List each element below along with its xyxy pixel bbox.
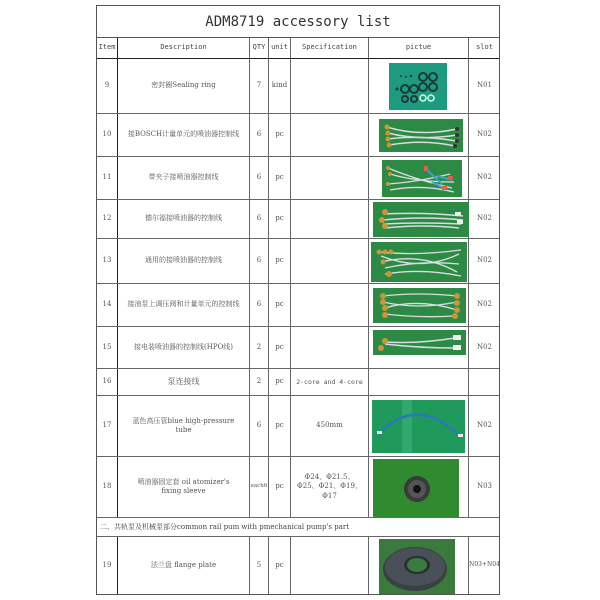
item-unit: pc [269,457,291,517]
item-slot: N02 [476,130,493,139]
item-picture-cell [369,537,469,594]
header-item: Item [97,38,118,58]
pump-valve-cables-photo [373,288,466,323]
control-cables-photo [379,119,463,152]
header-unit: unit [269,38,291,58]
item-slot: N01 [476,81,493,90]
item-description: 接电装喷油器的控制线(HPO线) [118,327,250,368]
table-row [97,537,499,594]
delphi-cables-photo [373,202,469,237]
item-slot: N03 [476,482,493,491]
item-qty: 2 [250,327,269,368]
table-row [97,239,499,284]
universal-cables-photo [371,242,467,282]
item-unit: kind [269,59,291,113]
item-slot: N02 [476,342,493,351]
fixing-sleeve-photo [373,459,459,517]
item-description: 带夹子接喷油器控制线 [118,157,250,199]
table-row [97,457,499,518]
item-slot: N02 [476,421,493,430]
flange-plate-photo [379,539,455,594]
item-qty: each6 [250,457,269,517]
table-row [97,369,499,396]
table-row [97,200,499,239]
item-description: 接BOSCH计量单元的喷油器控制线 [118,114,250,156]
item-picture-cell [369,327,469,368]
accessory-table [96,5,500,595]
table-title: ADM8719 accessory list [97,6,499,38]
item-unit: pc [269,284,291,326]
item-qty: 5 [250,537,269,594]
item-specification [291,537,369,594]
item-unit: pc [269,157,291,199]
item-picture-cell [369,284,469,326]
item-specification [291,200,369,238]
item-qty: 7 [250,59,269,113]
table-row [97,157,499,200]
item-unit: pc [269,200,291,238]
item-picture-cell [369,457,469,517]
item-qty: 6 [250,239,269,283]
item-unit: pc [269,369,291,395]
item-unit: pc [269,239,291,283]
item-number: 13 [97,239,118,283]
denso-cables-photo [373,330,466,355]
item-number: 19 [97,537,118,594]
item-qty: 6 [250,396,269,456]
header-description: Description [118,38,250,58]
item-description: 喷油器固定套 oil atomizer's fixing sleeve [118,457,250,517]
item-unit: pc [269,396,291,456]
item-description: 蓝色高压管blue high-pressure tube [118,396,250,456]
header-qty: QTY [250,38,269,58]
table-row [97,59,499,114]
item-number: 15 [97,327,118,368]
item-slot: N02 [476,300,493,309]
item-number: 10 [97,114,118,156]
item-qty: 2 [250,369,269,395]
header-specification: Specification [291,38,369,58]
item-slot: N03+N04 [469,561,500,569]
item-picture-cell [369,157,469,199]
item-picture-cell [369,369,469,395]
table-row [97,114,499,157]
item-slot [469,369,500,395]
item-specification [291,157,369,199]
item-unit: pc [269,537,291,594]
item-specification: Φ24、Φ21.5、Φ25、Φ21、Φ19、Φ17 [291,457,369,517]
item-qty: 6 [250,200,269,238]
item-qty: 6 [250,114,269,156]
item-number: 9 [97,59,118,113]
header-slot: slot [476,43,493,52]
item-specification [291,114,369,156]
item-number: 16 [97,369,118,395]
clip-cables-photo [382,160,462,197]
sealing-rings-photo [389,63,447,110]
item-specification [291,284,369,326]
item-qty: 6 [250,284,269,326]
header-picture: pictue [369,38,469,58]
section-heading: 二、共轨泵及机械泵部分common rail pum with pmechanical pump's part [97,518,499,537]
item-unit: pc [269,327,291,368]
item-specification [291,239,369,283]
item-description: 泵连接线 [118,369,250,395]
header-row [97,38,499,59]
table-row [97,284,499,327]
item-description: 接油泵上调压阀和计量单元的控制线 [118,284,250,326]
item-number: 12 [97,200,118,238]
item-picture-cell [369,200,469,238]
item-number: 14 [97,284,118,326]
item-number: 11 [97,157,118,199]
item-description: 密封圈Sealing ring [118,59,250,113]
item-slot: N02 [476,214,493,223]
item-description: 法兰盘 flange plate [118,537,250,594]
item-picture-cell [369,396,469,456]
item-description: 通用的接喷油器的控制线 [118,239,250,283]
item-description: 德尔福接喷油器的控制线 [118,200,250,238]
item-specification [291,327,369,368]
table-row [97,396,499,457]
item-slot: N02 [476,256,493,265]
item-specification [291,59,369,113]
item-number: 17 [97,396,118,456]
item-picture-cell [369,114,469,156]
item-specification: 450mm [291,396,369,456]
table-row [97,327,499,369]
item-number: 18 [97,457,118,517]
item-picture-cell [369,239,469,283]
item-picture-cell [369,59,469,113]
item-slot: N02 [476,173,493,182]
blue-tube-photo [372,400,465,453]
item-qty: 6 [250,157,269,199]
item-unit: pc [269,114,291,156]
item-specification: 2-core and 4-core [291,369,369,395]
